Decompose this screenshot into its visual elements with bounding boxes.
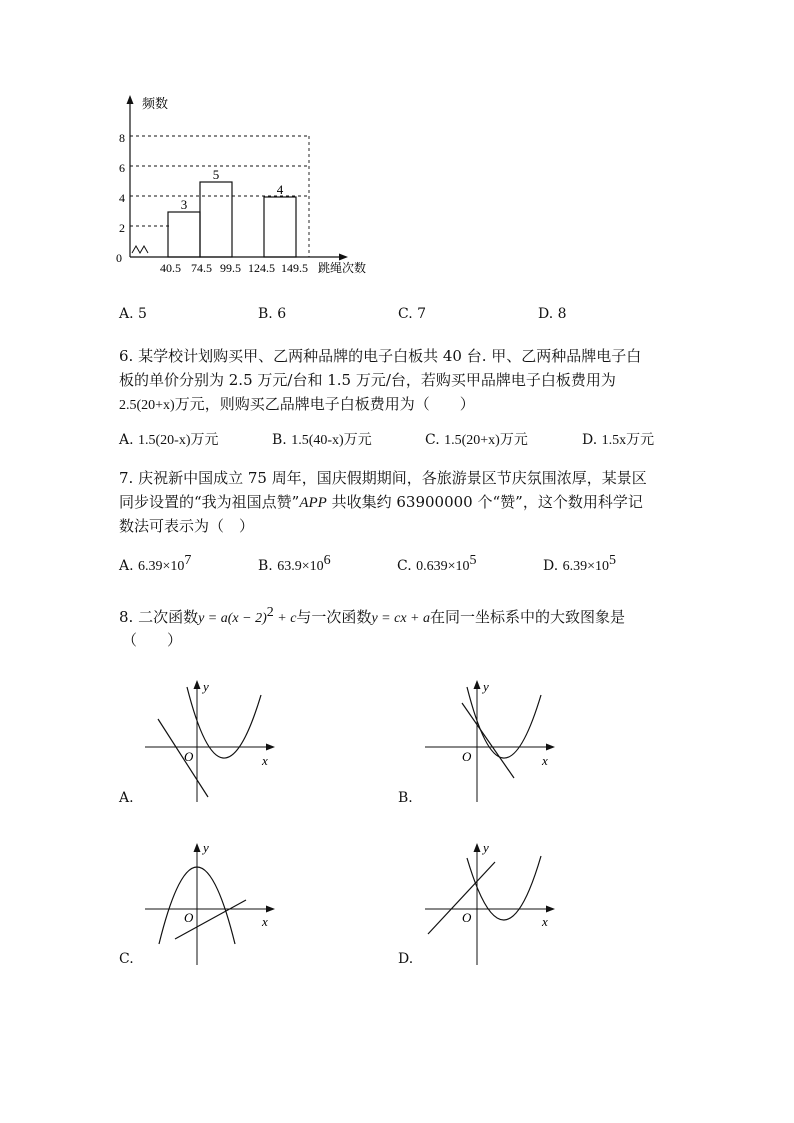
- option-base: 63.9×10: [277, 559, 324, 574]
- q8-linear: y = cx + a: [371, 611, 430, 626]
- q5-option-c: [398, 306, 426, 322]
- histogram-chart: [110, 90, 390, 280]
- q5-option-d: [538, 306, 567, 322]
- y-axis-label: 频数: [142, 96, 169, 111]
- origin-label: O: [184, 749, 194, 764]
- option-letter: D.: [538, 306, 554, 322]
- x-axis-label: x: [542, 914, 548, 929]
- option-letter: A.: [119, 432, 134, 448]
- q6-line-2: 板的单价分别为 2.5 万元/台和 1.5 万元/台，若购买甲品牌电子白板费用为: [119, 371, 616, 389]
- option-text: 5: [138, 306, 147, 322]
- option-base: 6.39×10: [138, 559, 185, 574]
- y-axis-label: y: [203, 840, 209, 855]
- option-exponent: 6: [323, 553, 331, 568]
- option-letter: A.: [119, 306, 134, 322]
- y-tick-8: 8: [119, 131, 125, 145]
- bar-124.5-149.5: [264, 197, 296, 257]
- y-axis-label: y: [483, 679, 489, 694]
- x-tick-149-5: 149.5: [281, 261, 308, 275]
- graph-d-label: D.: [398, 951, 414, 967]
- bar-label-124.5-149.5: 4: [276, 182, 284, 197]
- q6-expression: 2.5(20+x): [119, 398, 175, 413]
- q5-option-a: [119, 306, 147, 322]
- option-text: 8: [557, 306, 567, 322]
- option-exponent: 5: [609, 553, 617, 568]
- y-tick-2: 2: [119, 221, 125, 235]
- graph-b-label: B.: [398, 790, 413, 806]
- option-math: 1.5(20-x): [138, 433, 191, 448]
- q8-quadratic-exp: 2: [266, 605, 274, 620]
- option-base: 6.39×10: [562, 559, 610, 574]
- x-axis-label: x: [262, 753, 268, 768]
- graph-option-c: [140, 838, 280, 968]
- option-unit: 万元: [190, 432, 219, 448]
- option-unit: 万元: [499, 432, 528, 448]
- option-letter: A.: [119, 558, 134, 574]
- y-axis-label: y: [483, 840, 489, 855]
- option-text: 7: [417, 306, 427, 322]
- q8-mid: 与一次函数: [296, 608, 372, 626]
- q8-prefix: 8. 二次函数: [119, 608, 199, 626]
- q7-option-a: [119, 553, 191, 575]
- option-math: 1.5(20+x): [444, 433, 500, 448]
- graph-option-d: [420, 838, 560, 968]
- q5-option-b: [258, 306, 286, 322]
- q7-app-term: APP: [299, 495, 327, 511]
- q6-option-d: [582, 429, 654, 449]
- option-text: 6: [277, 306, 287, 322]
- q6-line-3-text: 万元，则购买乙品牌电子白板费用为（ ）: [174, 395, 475, 413]
- x-tick-124-5: 124.5: [248, 261, 275, 275]
- q8-quadratic: y = a(x − 2): [198, 611, 267, 626]
- graph-option-a: [140, 675, 280, 805]
- option-letter: C.: [425, 432, 440, 448]
- origin-label: O: [184, 910, 194, 925]
- option-letter: D.: [582, 432, 598, 448]
- parabola: [467, 856, 541, 920]
- q7-line-2-part-a: 同步设置的“我为祖国点赞”: [119, 493, 300, 511]
- option-exponent: 7: [184, 553, 192, 568]
- x-tick-74-5: 74.5: [191, 261, 212, 275]
- x-axis-arrow: [339, 254, 348, 261]
- option-unit: 万元: [343, 432, 372, 448]
- q8-line-1: [119, 599, 625, 633]
- option-letter: B.: [272, 432, 287, 448]
- axis-break-icon: [132, 246, 148, 253]
- q7-line-1: 7. 庆祝新中国成立 75 周年，国庆假期期间，各旅游景区节庆氛围浓厚，某景区: [119, 469, 647, 487]
- bar-label-74.5-99.5: 5: [212, 167, 220, 182]
- bar-40.5-74.5: [168, 212, 200, 257]
- x-tick-40-5: 40.5: [160, 261, 181, 275]
- x-axis-label: 跳绳次数: [318, 261, 367, 275]
- q6-option-a: [119, 429, 219, 449]
- option-letter: C.: [398, 306, 413, 322]
- graph-c-label: C.: [119, 951, 134, 967]
- bar-74.5-99.5: [200, 182, 232, 257]
- option-letter: B.: [258, 306, 273, 322]
- q8-answer-paren: （ ）: [122, 631, 183, 649]
- q8-suffix: 在同一坐标系中的大致图象是: [429, 608, 625, 626]
- q7-line-2-part-b: 共收集约 63900000 个“赞”，这个数用科学记: [326, 493, 643, 511]
- x-axis-label: x: [542, 753, 548, 768]
- q7-line-3: 数法可表示为（ ）: [119, 517, 255, 535]
- y-tick-0: 0: [116, 251, 122, 265]
- x-tick-99-5: 99.5: [220, 261, 241, 275]
- option-math: 1.5(40-x): [291, 433, 344, 448]
- x-axis-label: x: [262, 914, 268, 929]
- option-letter: C.: [397, 558, 412, 574]
- q6-line-3: [119, 390, 475, 420]
- y-tick-4: 4: [119, 191, 125, 205]
- q6-option-c: [425, 429, 528, 449]
- q7-option-b: [258, 553, 331, 575]
- q6-option-b: [272, 429, 372, 449]
- graph-a-label: A.: [119, 790, 134, 806]
- line: [462, 703, 514, 778]
- option-base: 0.639×10: [416, 559, 470, 574]
- option-exponent: 5: [469, 553, 477, 568]
- option-letter: B.: [258, 558, 273, 574]
- q7-option-c: [397, 553, 477, 575]
- y-axis-label: y: [203, 679, 209, 694]
- y-axis-arrow: [127, 95, 134, 104]
- origin-label: O: [462, 749, 472, 764]
- y-tick-6: 6: [119, 161, 125, 175]
- origin-label: O: [462, 910, 472, 925]
- bar-label-40.5-74.5: 3: [180, 197, 188, 212]
- graph-option-b: [420, 675, 560, 805]
- q8-quadratic-tail: + c: [273, 611, 297, 626]
- option-unit: 万元: [626, 432, 655, 448]
- q6-line-1: 6. 某学校计划购买甲、乙两种品牌的电子白板共 40 台. 甲、乙两种品牌电子白: [119, 347, 642, 365]
- option-math: 1.5x: [601, 433, 627, 448]
- q7-option-d: [543, 553, 616, 575]
- option-letter: D.: [543, 558, 559, 574]
